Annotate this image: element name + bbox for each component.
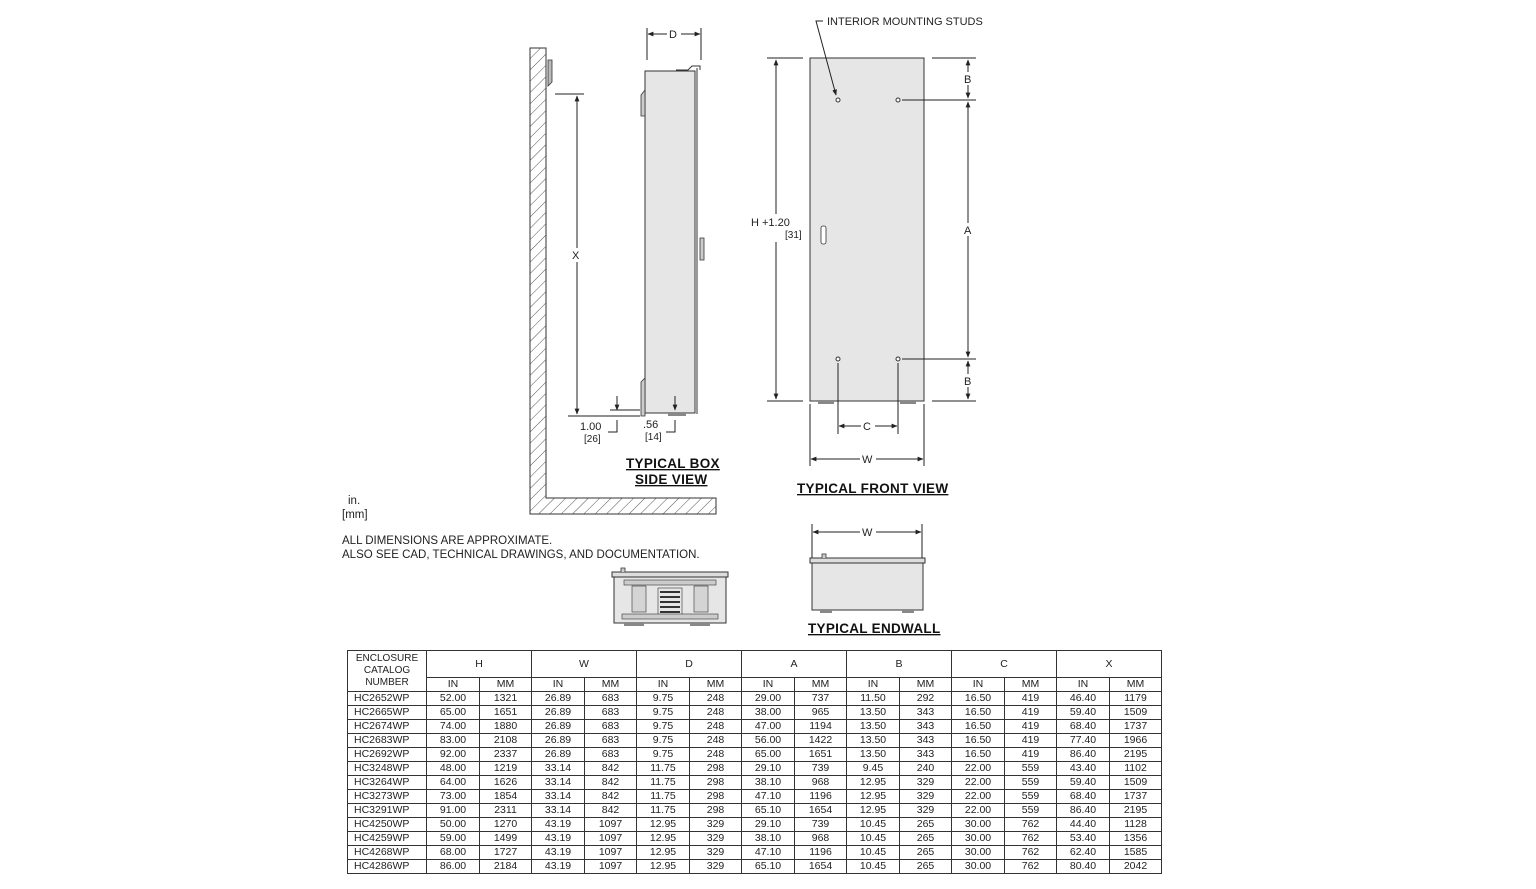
dimension-cell: 53.40 xyxy=(1057,832,1110,846)
dimension-cell: 739 xyxy=(795,762,847,776)
table-row xyxy=(348,804,1162,818)
dim-foot-in: .56 xyxy=(643,419,659,431)
dimension-cell: 559 xyxy=(1005,804,1057,818)
col-group-h: H xyxy=(427,651,532,678)
dimension-cell: 265 xyxy=(900,832,952,846)
dim-w-label: W xyxy=(862,454,873,466)
dimension-cell: 343 xyxy=(900,720,952,734)
dimension-cell: 13.50 xyxy=(847,706,900,720)
col-group-a: A xyxy=(742,651,847,678)
table-row xyxy=(348,706,1162,720)
dimension-cell: 2195 xyxy=(1110,748,1162,762)
dimension-cell: 419 xyxy=(1005,692,1057,706)
table-row xyxy=(348,720,1162,734)
dimension-cell: 33.14 xyxy=(532,790,585,804)
dimension-cell: 43.40 xyxy=(1057,762,1110,776)
dimension-cell: 86.40 xyxy=(1057,748,1110,762)
dimension-cell: 1737 xyxy=(1110,720,1162,734)
dimension-cell: 248 xyxy=(690,748,742,762)
dimension-cell: 16.50 xyxy=(952,720,1005,734)
dimension-cell: 248 xyxy=(690,720,742,734)
dimension-cell: 1727 xyxy=(480,846,532,860)
dimension-cell: 68.00 xyxy=(427,846,480,860)
dimension-cell: 65.00 xyxy=(742,748,795,762)
dimension-cell: 11.75 xyxy=(637,790,690,804)
units-legend-mm xyxy=(342,508,368,522)
dimension-cell: 343 xyxy=(900,748,952,762)
dim-b-bottom-label: B xyxy=(964,376,972,388)
dimension-cell: 13.50 xyxy=(847,748,900,762)
dimension-cell: 265 xyxy=(900,860,952,874)
catalog-number-cell: HC4286WP xyxy=(348,860,427,874)
dimension-cell: 683 xyxy=(585,748,637,762)
dimension-cell: 12.95 xyxy=(847,790,900,804)
dimension-cell: 26.89 xyxy=(532,734,585,748)
table-row xyxy=(348,832,1162,846)
dimension-cell: 29.10 xyxy=(742,818,795,832)
dim-c-label: C xyxy=(863,421,871,433)
dimension-cell: 30.00 xyxy=(952,846,1005,860)
table-row xyxy=(348,846,1162,860)
dimension-cell: 74.00 xyxy=(427,720,480,734)
dimension-cell: 762 xyxy=(1005,832,1057,846)
mounting-stud-icon xyxy=(836,98,840,102)
dimension-cell: 91.00 xyxy=(427,804,480,818)
dimension-cell: 1097 xyxy=(585,832,637,846)
dimension-cell: 1654 xyxy=(795,804,847,818)
units-legend xyxy=(348,494,360,508)
wall-bracket-icon xyxy=(548,60,552,86)
dimension-cell: 62.40 xyxy=(1057,846,1110,860)
dimension-cell: 13.50 xyxy=(847,734,900,748)
dimension-cell: 12.95 xyxy=(847,776,900,790)
dimension-cell: 739 xyxy=(795,818,847,832)
dimension-cell: 683 xyxy=(585,706,637,720)
dimension-cell: 9.45 xyxy=(847,762,900,776)
dimension-cell: 265 xyxy=(900,818,952,832)
dimension-cell: 842 xyxy=(585,776,637,790)
dimension-cell: 43.19 xyxy=(532,832,585,846)
dimension-cell: 419 xyxy=(1005,748,1057,762)
col-b-mm: MM xyxy=(900,678,952,692)
dimension-cell: 12.95 xyxy=(637,818,690,832)
dimension-cell: 2184 xyxy=(480,860,532,874)
dimension-cell: 26.89 xyxy=(532,720,585,734)
dimension-cell: 419 xyxy=(1005,706,1057,720)
side-view-box xyxy=(641,66,704,416)
col-w-mm: MM xyxy=(585,678,637,692)
dimension-cell: 10.45 xyxy=(847,860,900,874)
col-c-mm: MM xyxy=(1005,678,1057,692)
table-row xyxy=(348,692,1162,706)
dimension-cell: 2042 xyxy=(1110,860,1162,874)
units-mm: [mm] xyxy=(342,509,368,521)
dimension-cell: 12.95 xyxy=(847,804,900,818)
catalog-number-cell: HC3273WP xyxy=(348,790,427,804)
dimension-cell: 86.40 xyxy=(1057,804,1110,818)
col-w-in: IN xyxy=(532,678,585,692)
dimension-cell: 298 xyxy=(690,762,742,776)
dimension-cell: 92.00 xyxy=(427,748,480,762)
dim-a-label: A xyxy=(964,225,972,237)
dimension-cell: 59.40 xyxy=(1057,706,1110,720)
dimension-cell: 9.75 xyxy=(637,692,690,706)
endwall-dim-w-label: W xyxy=(862,527,873,539)
catalog-number-header: ENCLOSURE CATALOG NUMBER xyxy=(348,651,427,692)
dimension-cell: 22.00 xyxy=(952,776,1005,790)
dimension-cell: 329 xyxy=(690,818,742,832)
dimension-cell: 47.00 xyxy=(742,720,795,734)
dimension-cell: 1651 xyxy=(480,706,532,720)
dimension-cell: 22.00 xyxy=(952,804,1005,818)
catalog-number-cell: HC4268WP xyxy=(348,846,427,860)
dimension-cell: 737 xyxy=(795,692,847,706)
dimension-cell: 1097 xyxy=(585,846,637,860)
dimension-cell: 1128 xyxy=(1110,818,1162,832)
dimension-cell: 47.10 xyxy=(742,846,795,860)
dimension-cell: 43.19 xyxy=(532,846,585,860)
dimension-cell: 26.89 xyxy=(532,692,585,706)
dimension-cell: 419 xyxy=(1005,720,1057,734)
dimension-cell: 762 xyxy=(1005,860,1057,874)
interior-section-view xyxy=(612,568,728,626)
dimension-cell: 1097 xyxy=(585,818,637,832)
dimension-cell: 77.40 xyxy=(1057,734,1110,748)
catalog-number-cell: HC4250WP xyxy=(348,818,427,832)
dimension-cell: 44.40 xyxy=(1057,818,1110,832)
dimension-cell: 1509 xyxy=(1110,706,1162,720)
col-h-in: IN xyxy=(427,678,480,692)
dimension-cell: 240 xyxy=(900,762,952,776)
dimension-cell: 1966 xyxy=(1110,734,1162,748)
col-a-mm: MM xyxy=(795,678,847,692)
catalog-number-cell: HC3264WP xyxy=(348,776,427,790)
endwall-title: TYPICAL ENDWALL xyxy=(808,621,941,636)
dimension-cell: 33.14 xyxy=(532,804,585,818)
dimension-cell: 68.40 xyxy=(1057,790,1110,804)
table-group-header-row xyxy=(348,651,1162,678)
dimension-cell: 2195 xyxy=(1110,804,1162,818)
table-body xyxy=(348,692,1162,874)
dimension-cell: 298 xyxy=(690,804,742,818)
dimension-cell: 298 xyxy=(690,790,742,804)
table-row xyxy=(348,734,1162,748)
dimension-cell: 1509 xyxy=(1110,776,1162,790)
col-b-in: IN xyxy=(847,678,900,692)
units-in: in. xyxy=(348,495,361,507)
dimension-cell: 1737 xyxy=(1110,790,1162,804)
dimension-cell: 26.89 xyxy=(532,748,585,762)
dim-h-label: H +1.20 xyxy=(751,217,790,229)
dimension-cell: 329 xyxy=(690,846,742,860)
dimension-cell: 2108 xyxy=(480,734,532,748)
door-handle-icon xyxy=(821,226,826,244)
dimension-cell: 683 xyxy=(585,720,637,734)
dimension-cell: 1654 xyxy=(795,860,847,874)
catalog-number-cell: HC3291WP xyxy=(348,804,427,818)
dimension-cell: 16.50 xyxy=(952,734,1005,748)
dimension-cell: 11.75 xyxy=(637,776,690,790)
dimension-cell: 43.19 xyxy=(532,860,585,874)
dimension-cell: 33.14 xyxy=(532,776,585,790)
dimension-cell: 11.50 xyxy=(847,692,900,706)
dimension-cell: 47.10 xyxy=(742,790,795,804)
dim-x-label: X xyxy=(572,250,580,262)
note-see-cad: ALSO SEE CAD, TECHNICAL DRAWINGS, AND DOCUMENTATION. xyxy=(342,549,700,561)
col-x-mm: MM xyxy=(1110,678,1162,692)
dimension-cell: 65.10 xyxy=(742,804,795,818)
dimension-cell: 1356 xyxy=(1110,832,1162,846)
dim-clearance-in: 1.00 xyxy=(580,421,602,433)
mounting-stud-icon xyxy=(836,357,840,361)
dimension-cell: 30.00 xyxy=(952,832,1005,846)
dimension-cell: 29.10 xyxy=(742,762,795,776)
dimension-cell: 22.00 xyxy=(952,762,1005,776)
col-d-mm: MM xyxy=(690,678,742,692)
dimension-cell: 248 xyxy=(690,692,742,706)
dimension-cell: 1422 xyxy=(795,734,847,748)
dimension-cell: 1651 xyxy=(795,748,847,762)
dimension-cell: 11.75 xyxy=(637,804,690,818)
dimension-cell: 10.45 xyxy=(847,846,900,860)
dimension-cell: 68.40 xyxy=(1057,720,1110,734)
dimension-cell: 762 xyxy=(1005,818,1057,832)
dimension-cell: 46.40 xyxy=(1057,692,1110,706)
dimension-cell: 329 xyxy=(690,832,742,846)
dimension-cell: 842 xyxy=(585,762,637,776)
dimension-cell: 9.75 xyxy=(637,706,690,720)
dimension-cell: 559 xyxy=(1005,762,1057,776)
dimension-cell: 59.40 xyxy=(1057,776,1110,790)
dimension-cell: 762 xyxy=(1005,846,1057,860)
dimension-cell: 9.75 xyxy=(637,734,690,748)
dimension-cell: 16.50 xyxy=(952,706,1005,720)
dimension-cell: 9.75 xyxy=(637,748,690,762)
dimension-cell: 30.00 xyxy=(952,818,1005,832)
table-row xyxy=(348,748,1162,762)
endwall-box xyxy=(810,554,925,613)
dimension-cell: 33.14 xyxy=(532,762,585,776)
dimension-cell: 13.50 xyxy=(847,720,900,734)
dimension-cell: 329 xyxy=(900,804,952,818)
dimension-cell: 50.00 xyxy=(427,818,480,832)
dimension-cell: 248 xyxy=(690,706,742,720)
dimension-cell: 1854 xyxy=(480,790,532,804)
dimension-cell: 30.00 xyxy=(952,860,1005,874)
dimension-cell: 1219 xyxy=(480,762,532,776)
dimension-cell: 38.10 xyxy=(742,832,795,846)
col-h-mm: MM xyxy=(480,678,532,692)
dim-h-mm: [31] xyxy=(785,230,802,241)
dimension-cell: 1102 xyxy=(1110,762,1162,776)
dimension-cell: 292 xyxy=(900,692,952,706)
front-view-title: TYPICAL FRONT VIEW xyxy=(797,481,949,496)
col-group-c: C xyxy=(952,651,1057,678)
dimension-cell: 12.95 xyxy=(637,832,690,846)
table-row xyxy=(348,790,1162,804)
mounting-studs-callout: INTERIOR MOUNTING STUDS xyxy=(827,16,983,28)
catalog-number-cell: HC3248WP xyxy=(348,762,427,776)
dimension-cell: 65.10 xyxy=(742,860,795,874)
dimension-cell: 343 xyxy=(900,734,952,748)
catalog-number-cell: HC2692WP xyxy=(348,748,427,762)
dimension-cell: 43.19 xyxy=(532,818,585,832)
table-row xyxy=(348,762,1162,776)
front-view-box xyxy=(810,58,924,404)
dimension-cell: 22.00 xyxy=(952,790,1005,804)
dimension-cell: 683 xyxy=(585,692,637,706)
dimension-cell: 38.10 xyxy=(742,776,795,790)
dimension-cell: 1196 xyxy=(795,846,847,860)
dimension-cell: 329 xyxy=(690,860,742,874)
table-row xyxy=(348,776,1162,790)
dimension-cell: 48.00 xyxy=(427,762,480,776)
dim-d-label: D xyxy=(669,29,677,41)
col-group-x: X xyxy=(1057,651,1162,678)
dimension-cell: 968 xyxy=(795,832,847,846)
dimension-cell: 842 xyxy=(585,790,637,804)
dimension-cell: 29.00 xyxy=(742,692,795,706)
dimension-cell: 65.00 xyxy=(427,706,480,720)
catalog-number-cell: HC2674WP xyxy=(348,720,427,734)
col-d-in: IN xyxy=(637,678,690,692)
dimension-cell: 965 xyxy=(795,706,847,720)
dimensions-table xyxy=(347,650,1162,874)
dimension-cell: 559 xyxy=(1005,790,1057,804)
dimension-cell: 83.00 xyxy=(427,734,480,748)
notes xyxy=(342,534,700,562)
dimension-cell: 16.50 xyxy=(952,748,1005,762)
dimension-cell: 1270 xyxy=(480,818,532,832)
dimension-cell: 1585 xyxy=(1110,846,1162,860)
col-x-in: IN xyxy=(1057,678,1110,692)
dimension-cell: 80.40 xyxy=(1057,860,1110,874)
dimension-cell: 56.00 xyxy=(742,734,795,748)
mounting-stud-icon xyxy=(896,98,900,102)
dimension-cell: 1179 xyxy=(1110,692,1162,706)
dimension-cell: 59.00 xyxy=(427,832,480,846)
dimension-cell: 64.00 xyxy=(427,776,480,790)
table-unit-header-row xyxy=(348,678,1162,692)
dimension-cell: 86.00 xyxy=(427,860,480,874)
dimension-cell: 298 xyxy=(690,776,742,790)
dimension-cell: 1097 xyxy=(585,860,637,874)
table-row xyxy=(348,818,1162,832)
dimension-cell: 1196 xyxy=(795,790,847,804)
dimension-cell: 2311 xyxy=(480,804,532,818)
dimension-cell: 10.45 xyxy=(847,832,900,846)
side-view-title-line2: SIDE VIEW xyxy=(635,472,708,487)
col-a-in: IN xyxy=(742,678,795,692)
catalog-number-cell: HC2665WP xyxy=(348,706,427,720)
col-c-in: IN xyxy=(952,678,1005,692)
dimension-cell: 329 xyxy=(900,790,952,804)
dimension-cell: 16.50 xyxy=(952,692,1005,706)
dimension-cell: 683 xyxy=(585,734,637,748)
dim-clearance-mm: [26] xyxy=(584,434,601,445)
col-group-w: W xyxy=(532,651,637,678)
dimension-cell: 2337 xyxy=(480,748,532,762)
dimension-cell: 1880 xyxy=(480,720,532,734)
dimension-cell: 329 xyxy=(900,776,952,790)
dimension-cell: 559 xyxy=(1005,776,1057,790)
dimension-cell: 1499 xyxy=(480,832,532,846)
col-group-b: B xyxy=(847,651,952,678)
dimension-cell: 26.89 xyxy=(532,706,585,720)
dimension-cell: 248 xyxy=(690,734,742,748)
mounting-stud-icon xyxy=(896,357,900,361)
dimension-cell: 968 xyxy=(795,776,847,790)
catalog-number-cell: HC2683WP xyxy=(348,734,427,748)
dimension-cell: 842 xyxy=(585,804,637,818)
col-group-d: D xyxy=(637,651,742,678)
side-view-title-line1: TYPICAL BOX xyxy=(626,456,720,471)
note-approximate: ALL DIMENSIONS ARE APPROXIMATE. xyxy=(342,535,553,547)
dimension-cell: 9.75 xyxy=(637,720,690,734)
dimension-cell: 11.75 xyxy=(637,762,690,776)
dimension-cell: 1626 xyxy=(480,776,532,790)
dimension-cell: 73.00 xyxy=(427,790,480,804)
dimension-cell: 265 xyxy=(900,846,952,860)
dimension-cell: 419 xyxy=(1005,734,1057,748)
dimension-cell: 12.95 xyxy=(637,860,690,874)
dimension-cell: 1321 xyxy=(480,692,532,706)
table-row xyxy=(348,860,1162,874)
dimension-cell: 52.00 xyxy=(427,692,480,706)
dimension-cell: 12.95 xyxy=(637,846,690,860)
dimension-cell: 10.45 xyxy=(847,818,900,832)
dimension-cell: 1194 xyxy=(795,720,847,734)
dimension-cell: 38.00 xyxy=(742,706,795,720)
dim-foot-mm: [14] xyxy=(645,432,662,443)
dim-b-top-label: B xyxy=(964,74,972,86)
catalog-number-cell: HC4259WP xyxy=(348,832,427,846)
catalog-number-cell: HC2652WP xyxy=(348,692,427,706)
dimension-cell: 343 xyxy=(900,706,952,720)
